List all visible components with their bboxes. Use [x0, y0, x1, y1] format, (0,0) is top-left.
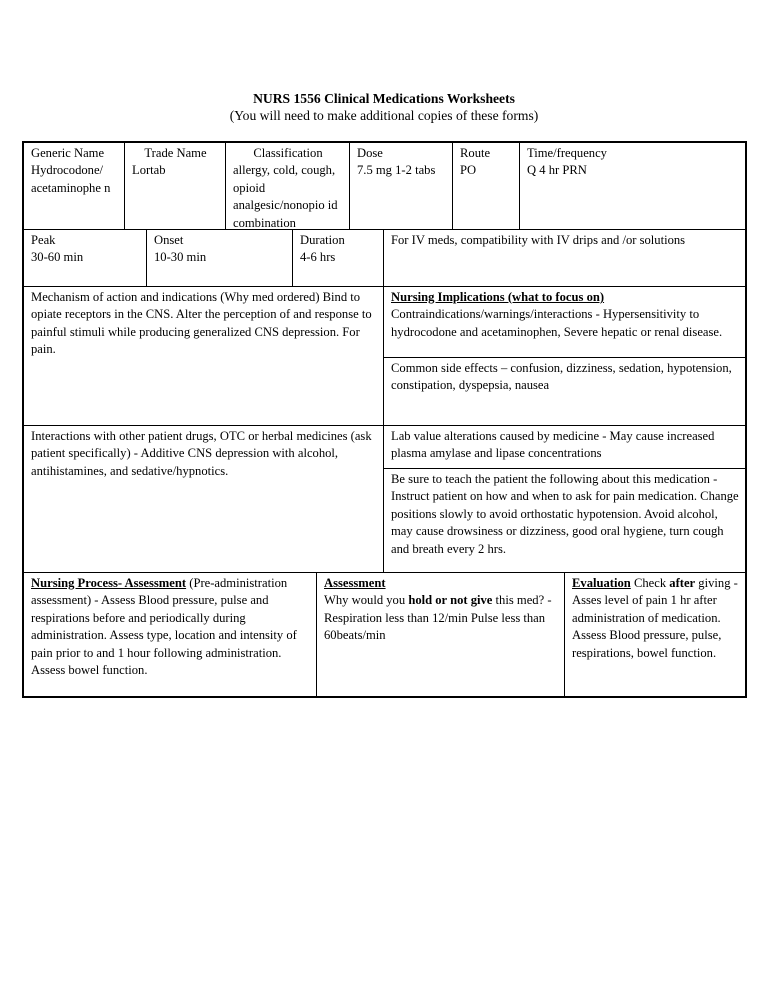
mechanism-text: Mechanism of action and indications (Why med ordered) Bind to opiate receptors in the CNS. Alter the perception of and response to painful stimuli while producing generalized CNS depression. For pain. — [31, 290, 372, 357]
worksheet-subtitle: (You will need to make additional copies of these forms) — [229, 108, 539, 123]
lab-alterations-cell — [383, 425, 747, 469]
time-frequency-cell — [519, 141, 747, 230]
mechanism-cell — [22, 286, 384, 426]
peak-value: 30-60 min — [31, 250, 84, 265]
route-value: PO — [460, 163, 477, 178]
dose-label: Dose — [357, 146, 383, 160]
trade-name-value: Lortab — [132, 163, 166, 178]
nursing-process-heading: Nursing Process- Assessment — [31, 576, 187, 590]
time-frequency-label: Time/frequency — [527, 146, 607, 160]
assessment-heading: Assessment — [324, 576, 386, 590]
peak-cell — [22, 229, 147, 287]
nursing-process-assessment-cell — [22, 572, 317, 698]
nursing-implications-heading: Nursing Implications (what to focus on) — [391, 290, 605, 304]
side-effects-text: Common side effects – confusion, dizziness, sedation, hypotension, constipation, dyspepsia, nausea — [391, 361, 732, 393]
patient-teaching-text: Be sure to teach the patient the following about this medication - Instruct patient on how and when to ask for pain medication. Change positions slowly to avoid orthostatic hypotension. Avoid alcohol, may cause drowsiness or dizziness, good oral hygiene, turn cough and breath every 2 hrs. — [391, 472, 739, 556]
generic-name-cell — [22, 141, 125, 230]
duration-value: 4-6 hrs — [300, 250, 336, 265]
onset-label: Onset — [154, 233, 184, 247]
route-cell — [452, 141, 520, 230]
evaluation-heading: Evaluation — [572, 576, 631, 590]
assessment-post-text: this med? - Respiration less than 12/min Pulse less than 60beats/min — [324, 593, 552, 643]
interactions-cell — [22, 425, 384, 573]
onset-cell — [146, 229, 293, 287]
generic-name-value: Hydrocodone/ acetaminophe n — [31, 163, 111, 195]
evaluation-cell — [564, 572, 747, 698]
iv-compatibility-cell — [383, 229, 747, 287]
classification-cell — [225, 141, 350, 230]
time-frequency-value: Q 4 hr PRN — [527, 163, 587, 178]
assessment-hold-emphasis: hold or not give — [408, 593, 493, 608]
generic-name-label: Generic Name — [31, 146, 105, 160]
side-effects-cell — [383, 357, 747, 426]
dose-cell — [349, 141, 453, 230]
interactions-text: Interactions with other patient drugs, OTC or herbal medicines (ask patient specifically) - Additive CNS depression with alcohol, antihistamines, and sedative/hypnotics. — [31, 429, 372, 478]
classification-label: Classification — [253, 146, 323, 160]
contraindications-text: Contraindications/warnings/interactions - Hypersensitivity to hydrocodone and acetaminophen, Severe hepatic or renal disease. — [391, 307, 723, 339]
nursing-process-text: (Pre-administration assessment) - Assess Blood pressure, pulse and respirations before and periodically during administration. Assess type, location and intensity of pain prior to and 1 hour following administration. Assess bowel function. — [31, 576, 297, 678]
classification-value: allergy, cold, cough, opioid analgesic/nonopio id combination — [233, 163, 338, 230]
assessment-pre-text: Why would you — [324, 593, 409, 608]
iv-compatibility-text: For IV meds, compatibility with IV drips and /or solutions — [391, 233, 686, 247]
dose-value: 7.5 mg 1-2 tabs — [357, 163, 436, 178]
patient-teaching-cell — [383, 468, 747, 573]
route-label: Route — [460, 146, 491, 160]
evaluation-text: giving - Asses level of pain 1 hr after administration of medication. Assess Blood pressure, pulse, respirations, bowel function. — [572, 576, 738, 660]
trade-name-cell — [124, 141, 226, 230]
peak-label: Peak — [31, 233, 56, 247]
assessment-hold-cell — [316, 572, 565, 698]
trade-name-label: Trade Name — [144, 146, 207, 160]
evaluation-after-emphasis: after — [669, 576, 696, 590]
nursing-implications-cell — [383, 286, 747, 358]
duration-cell — [292, 229, 384, 287]
worksheet-title: NURS 1556 Clinical Medications Worksheets — [253, 91, 515, 106]
duration-label: Duration — [300, 233, 345, 247]
lab-alterations-text: Lab value alterations caused by medicine - May cause increased plasma amylase and lipase concentrations — [391, 429, 715, 461]
onset-value: 10-30 min — [154, 250, 207, 265]
evaluation-check-text: Check — [630, 576, 670, 590]
